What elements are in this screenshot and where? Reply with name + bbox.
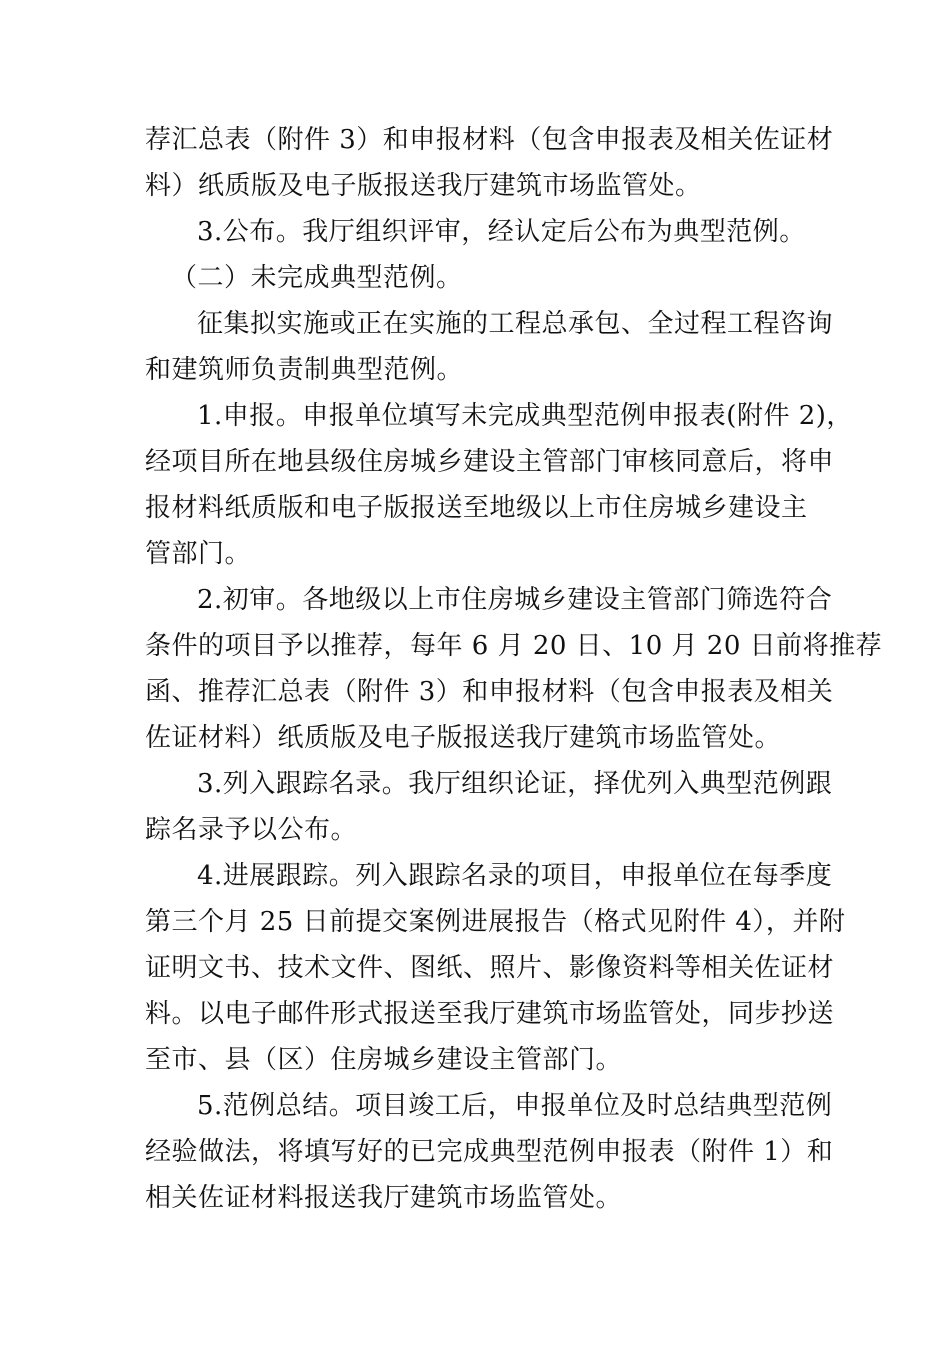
text-line: 佐证材料）纸质版及电子版报送我厅建筑市场监管处。 [145, 723, 782, 753]
text-line: 至市、县（区）住房城乡建设主管部门。 [145, 1045, 623, 1075]
text-line: 条件的项目予以推荐，每年 6 月 20 日、10 月 20 日前将推荐 [145, 631, 883, 661]
text-line: 料）纸质版及电子版报送我厅建筑市场监管处。 [145, 171, 702, 201]
text-line: （二）未完成典型范例。 [171, 263, 463, 293]
text-line: 踪名录予以公布。 [145, 815, 358, 845]
text-line: 相关佐证材料报送我厅建筑市场监管处。 [145, 1183, 623, 1213]
text-line: 证明文书、技术文件、图纸、照片、影像资料等相关佐证材 [145, 953, 835, 983]
text-line: 函、推荐汇总表（附件 3）和申报材料（包含申报表及相关 [145, 677, 834, 707]
paragraph-collection-scope [145, 301, 834, 393]
text-line: 管部门。 [145, 539, 252, 569]
text-line: 经项目所在地县级住房城乡建设主管部门审核同意后，将申 [145, 447, 835, 477]
text-line: 1.申报。申报单位填写未完成典型范例申报表(附件 2)， [197, 401, 853, 431]
paragraph-preliminary-review [145, 577, 883, 761]
paragraph-progress-tracking [145, 853, 846, 1083]
text-line: 第三个月 25 日前提交案例进展报告（格式见附件 4），并附 [145, 907, 846, 937]
text-line: 荐汇总表（附件 3）和申报材料（包含申报表及相关佐证材 [145, 125, 834, 155]
paragraph-application [145, 393, 853, 577]
paragraph-continuation [145, 117, 834, 209]
text-line: 3.公布。我厅组织评审，经认定后公布为典型范例。 [197, 217, 806, 247]
text-line: 5.范例总结。项目竣工后，申报单位及时总结典型范例 [197, 1091, 833, 1121]
section-heading-unfinished-examples [145, 255, 815, 301]
text-line: 4.进展跟踪。列入跟踪名录的项目，申报单位在每季度 [197, 861, 833, 891]
paragraph-example-summary [145, 1083, 834, 1221]
text-line: 3.列入跟踪名录。我厅组织论证，择优列入典型范例跟 [197, 769, 833, 799]
text-line: 2.初审。各地级以上市住房城乡建设主管部门筛选符合 [197, 585, 833, 615]
document-body [145, 117, 883, 1221]
text-line: 征集拟实施或正在实施的工程总承包、全过程工程咨询 [197, 309, 834, 339]
paragraph-tracking-list [145, 761, 833, 853]
text-line: 和建筑师负责制典型范例。 [145, 355, 464, 385]
text-line: 报材料纸质版和电子版报送至地级以上市住房城乡建设主 [145, 493, 808, 523]
paragraph-publish [145, 209, 815, 255]
text-line: 料。以电子邮件形式报送至我厅建筑市场监管处，同步抄送 [145, 999, 835, 1029]
text-line: 经验做法，将填写好的已完成典型范例申报表（附件 1）和 [145, 1137, 834, 1167]
